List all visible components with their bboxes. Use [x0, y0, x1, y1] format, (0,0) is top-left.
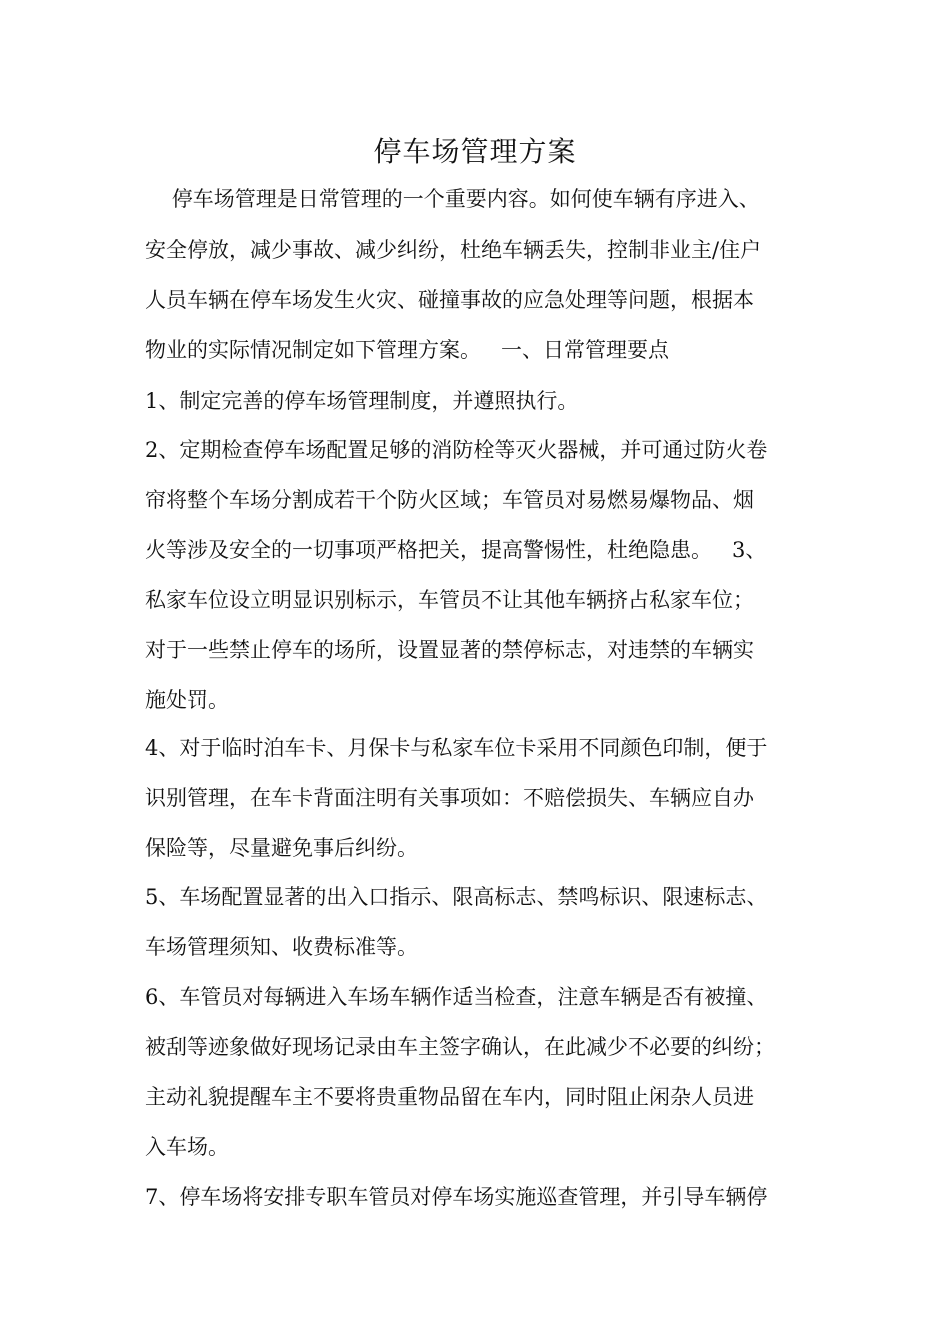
text-line: 火等涉及安全的一切事项严格把关，提高警惕性，杜绝隐患。 3、: [145, 538, 767, 562]
text-line: 6、车管员对每辆进入车场车辆作适当检查，注意车辆是否有被撞、: [145, 985, 768, 1009]
text-line: 物业的实际情况制定如下管理方案。 一、日常管理要点: [145, 338, 670, 362]
text-line: 停车场管理是日常管理的一个重要内容。如何使车辆有序进入、: [145, 187, 760, 211]
document-title: 停车场管理方案: [373, 135, 577, 168]
text-line: 对于一些禁止停车的场所，设置显著的禁停标志，对违禁的车辆实: [145, 638, 754, 662]
text-line: 识别管理，在车卡背面注明有关事项如：不赔偿损失、车辆应自办: [145, 786, 754, 810]
text-line: 安全停放，减少事故、减少纠纷，杜绝车辆丢失，控制非业主/住户: [145, 238, 762, 262]
text-line: 5、车场配置显著的出入口指示、限高标志、禁鸣标识、限速标志、: [145, 885, 768, 909]
text-line: 帘将整个车场分割成若干个防火区域；车管员对易燃易爆物品、烟: [145, 488, 754, 512]
text-line: 2、定期检查停车场配置足够的消防栓等灭火器械，并可通过防火卷: [145, 438, 768, 462]
text-line: 人员车辆在停车场发生火灾、碰撞事故的应急处理等问题，根据本: [145, 288, 754, 312]
text-line: 入车场。: [145, 1135, 229, 1159]
text-line: 车场管理须知、收费标准等。: [145, 935, 418, 959]
text-line: 4、对于临时泊车卡、月保卡与私家车位卡采用不同颜色印制，便于: [145, 736, 768, 760]
text-line: 私家车位设立明显识别标示，车管员不让其他车辆挤占私家车位；: [145, 588, 754, 612]
text-line: 主动礼貌提醒车主不要将贵重物品留在车内，同时阻止闲杂人员进: [145, 1085, 754, 1109]
text-line: 7、停车场将安排专职车管员对停车场实施巡查管理，并引导车辆停: [145, 1185, 768, 1209]
text-line: 施处罚。: [145, 688, 229, 712]
text-line: 1、制定完善的停车场管理制度，并遵照执行。: [145, 389, 579, 413]
text-line: 被刮等迹象做好现场记录由车主签字确认，在此减少不必要的纠纷；: [145, 1035, 775, 1059]
text-line: 保险等，尽量避免事后纠纷。: [145, 836, 418, 860]
